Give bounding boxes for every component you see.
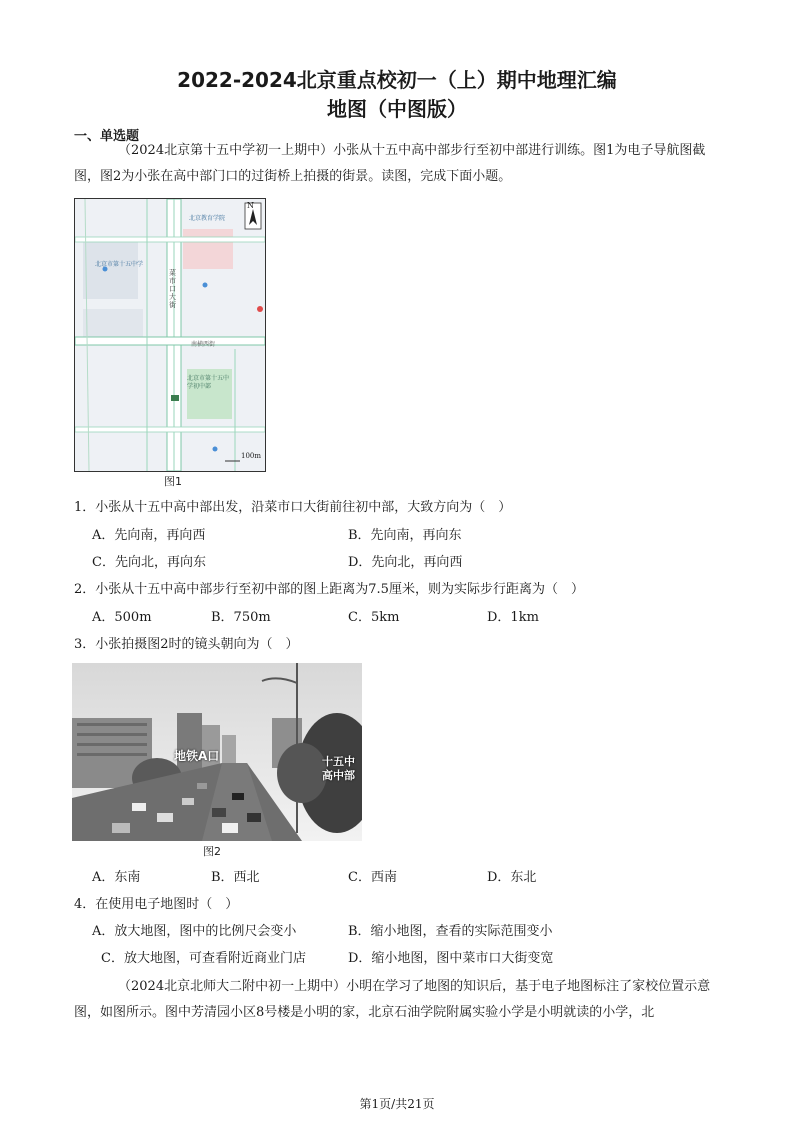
q2-stem: 2．小张从十五中高中部步行至初中部的图上距离为7.5厘米，则为实际步行距离为（ ） [74,582,584,597]
map-label-street: 南横西街 [191,341,216,348]
figure1-caption: 图1 [164,475,182,488]
scale-label: 100m [241,452,261,460]
q3-option-a[interactable]: A．东南 [92,870,141,885]
intro-paragraph-2: （2024北京北师大二附中初一上期中）小明在学习了地图的知识后，基于电子地图标注了家校位置示意图，如图所示。图中芳清园小区8号楼是小明的家，北京石油学院附属实验小学是小明就读的小学，北 [74,979,711,1020]
q1-stem: 1．小张从十五中高中部出发，沿菜市口大街前往初中部，大致方向为（ ） [74,500,512,515]
q4-option-c[interactable]: C．放大地图，可查看附近商业门店 [101,951,306,966]
q3-option-c[interactable]: C．西南 [348,870,397,885]
q4-option-a[interactable]: A．放大地图，图中的比例尺会变小 [92,924,297,939]
q4-option-b[interactable]: B．缩小地图，查看的实际范围变小 [348,924,553,939]
intro-paragraph-1: （2024北京第十五中学初一上期中）小张从十五中高中部步行至初中部进行训练。图1为电子导航图截图，图2为小张在高中部门口的过街桥上拍摄的街景。读图，完成下面小题。 [74,143,706,184]
figure2-photo [72,663,362,841]
q1-option-d[interactable]: D．先向北，再向西 [348,555,463,570]
q2-option-b[interactable]: B．750m [211,610,271,625]
q3-option-d[interactable]: D．东北 [487,870,537,885]
north-label: N [247,201,254,210]
map-label-edu: 北京教育学院 [189,215,226,222]
q2-option-c[interactable]: C．5km [348,610,400,625]
page-title-line2: 地图（中图版） [327,97,467,121]
map-svg [75,199,265,471]
q3-option-b[interactable]: B．西北 [211,870,260,885]
q4-option-d[interactable]: D．缩小地图，图中菜市口大街变宽 [348,951,554,966]
map-label-middle: 北京市第十五中学初中部 [187,375,230,390]
photo-label-subway: 地铁A口 [174,749,220,763]
photo-label-school-2: 高中部 [322,769,355,782]
q3-stem: 3．小张拍摄图2时的镜头朝向为（ ） [74,637,299,652]
map-label-school: 北京市第十五中学 [95,261,144,268]
street-label: 菜市口大街 [169,269,176,309]
figure2-caption: 图2 [203,845,221,858]
q1-option-b[interactable]: B．先向南，再向东 [348,528,462,543]
page-footer: 第1页/共21页 [359,1097,435,1111]
figure1-map [74,198,266,472]
page-title-line1: 2022-2024北京重点校初一（上）期中地理汇编 [177,68,617,92]
section-heading: 一、单选题 [74,129,140,144]
q4-stem: 4．在使用电子地图时（ ） [74,897,239,912]
q1-option-a[interactable]: A．先向南，再向西 [92,528,206,543]
q1-option-c[interactable]: C．先向北，再向东 [92,555,206,570]
q2-option-a[interactable]: A．500m [92,610,152,625]
q2-option-d[interactable]: D．1km [487,610,539,625]
photo-label-school-1: 十五中 [322,755,355,768]
